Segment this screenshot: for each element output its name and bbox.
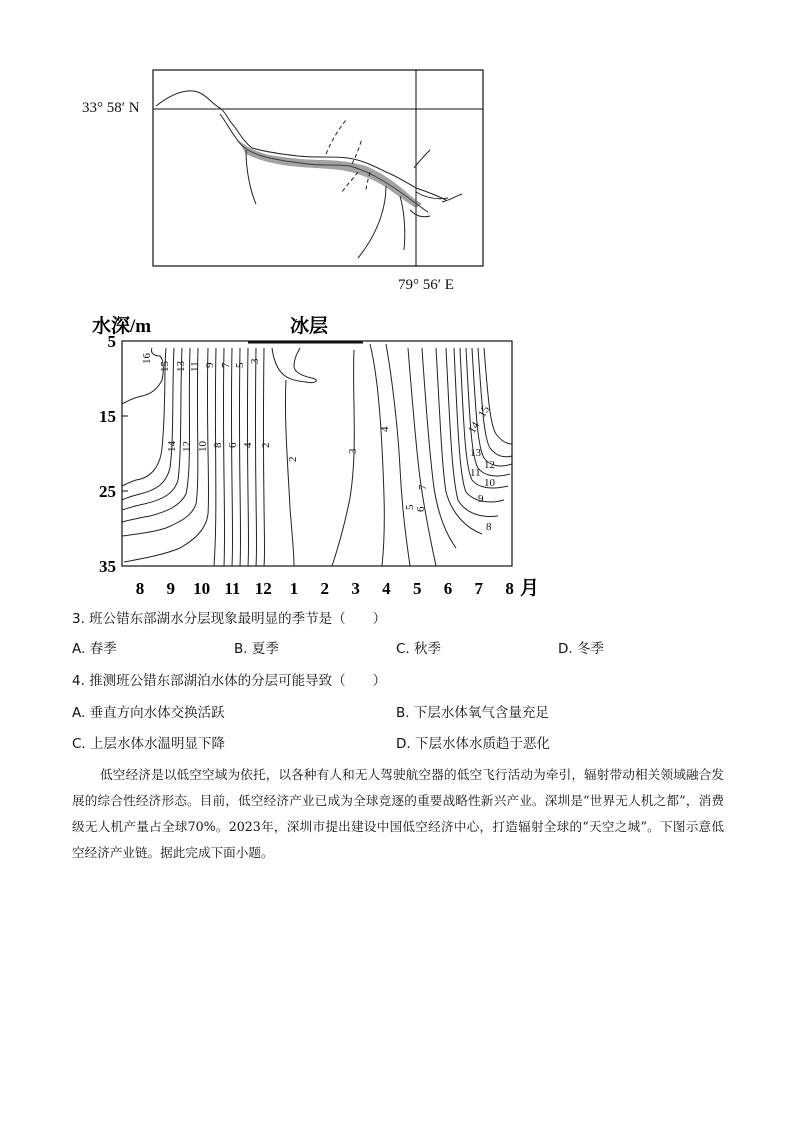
contour-label: 15 [159, 361, 171, 372]
passage [72, 762, 724, 866]
contour-label: 8 [486, 521, 492, 533]
dashed-stream-3 [342, 172, 358, 192]
x-tick-label: 12 [254, 579, 272, 598]
contour-label: 16 [141, 353, 153, 364]
x-tick-label: 2 [320, 579, 330, 598]
question-3-stem: 3. 班公错东部湖水分层现象最明显的季节是（ ） [72, 611, 387, 627]
question-4-stem: 4. 推测班公错东部湖泊水体的分层可能导致（ ） [72, 673, 387, 689]
contour-label: 3 [249, 358, 261, 364]
lake-map [70, 60, 510, 300]
contour-label: 9 [204, 362, 216, 368]
q3-option-c[interactable]: C. 秋季 [396, 641, 442, 657]
x-axis-ticks [136, 579, 514, 598]
contour-label: 8 [212, 442, 224, 448]
contour-label: 6 [227, 442, 239, 448]
contour-label: 13 [175, 361, 187, 372]
contour-labels [141, 353, 496, 534]
x-axis-label: 月 [520, 578, 540, 599]
isotherm-chart [80, 308, 550, 608]
contour-label: 4 [242, 442, 254, 448]
contour-label: 12 [484, 459, 495, 471]
q4-option-b[interactable]: B. 下层水体氧气含量充足 [396, 705, 549, 721]
longitude-label: 79° 56′ E [398, 277, 454, 293]
contour-label: 10 [197, 441, 209, 452]
river-3 [400, 196, 405, 250]
x-tick-label: 7 [474, 579, 484, 598]
contour-label: 7 [417, 484, 429, 490]
x-tick-label: 10 [193, 579, 211, 598]
river-1 [246, 150, 256, 204]
x-tick-label: 1 [289, 579, 299, 598]
q4-option-c[interactable]: C. 上层水体水温明显下降 [72, 736, 226, 752]
contour-label: 2 [260, 442, 272, 448]
lake-shore-north [156, 91, 446, 200]
q4-option-a[interactable]: A. 垂直方向水体交换活跃 [72, 705, 225, 721]
passage-text: 低空经济是以低空空域为依托，以各种有人和无人驾驶航空器的低空飞行活动为牵引，辐射带动相关领域融合发展的综合性经济形态。目前，低空经济产业已成为全球竞逐的重要战略性新兴产业。深圳是“世界无人机之都”，消费级无人机产量占全球70%。2023年，深圳市提出建设中国低空经济中心，打造辐射全球的“天空之城”。下图示意低空经济产业链。据此完成下面小题。 [72, 767, 724, 860]
lake-shore-east [416, 192, 448, 199]
contour-label: 3 [347, 448, 359, 454]
x-tick-label: 5 [412, 579, 422, 598]
y-axis-ticks [99, 332, 128, 576]
contours-middle [272, 344, 410, 566]
contour-label: 4 [379, 426, 391, 432]
contour-label: 13 [470, 447, 481, 459]
contour-label: 10 [484, 477, 495, 489]
contour-label: 12 [181, 441, 193, 452]
y-tick-label: 25 [99, 482, 116, 501]
contours-right [408, 348, 512, 566]
x-tick-label: 4 [382, 579, 391, 598]
q3-option-b[interactable]: B. 夏季 [234, 641, 279, 657]
contour-label: 11 [189, 361, 201, 372]
x-tick-label: 8 [135, 579, 145, 598]
contour-label: 15 [476, 403, 493, 420]
y-tick-label: 15 [99, 407, 116, 426]
contour-label: 6 [415, 506, 427, 512]
q3-option-d[interactable]: D. 冬季 [558, 641, 604, 657]
river-2 [358, 186, 386, 258]
y-axis-label: 水深/m [92, 316, 152, 337]
y-tick-label: 5 [107, 332, 116, 351]
x-tick-label: 11 [224, 579, 241, 598]
q3-option-a[interactable]: A. 春季 [72, 641, 117, 657]
contour-label: 9 [478, 493, 484, 505]
contour-label: 11 [470, 467, 481, 479]
lake-body [238, 140, 422, 208]
contours-left [122, 348, 265, 566]
contour-label: 2 [287, 456, 299, 462]
plot-frame [122, 341, 512, 566]
dashed-stream-1 [326, 120, 346, 154]
contour-label: 5 [234, 362, 246, 368]
latitude-label: 33° 58′ N [82, 100, 140, 116]
x-tick-label: 3 [351, 579, 360, 598]
contour-label: 14 [466, 419, 483, 436]
q4-option-d[interactable]: D. 下层水体水质趋于恶化 [396, 736, 550, 752]
y-tick-label: 35 [99, 557, 116, 576]
x-tick-label: 9 [166, 579, 176, 598]
x-tick-label: 6 [443, 579, 453, 598]
ice-layer-label: 冰层 [290, 316, 329, 337]
contour-label: 5 [404, 504, 416, 510]
x-tick-label: 8 [505, 579, 514, 598]
contour-label: 14 [166, 441, 178, 452]
contour-label: 7 [220, 362, 232, 368]
